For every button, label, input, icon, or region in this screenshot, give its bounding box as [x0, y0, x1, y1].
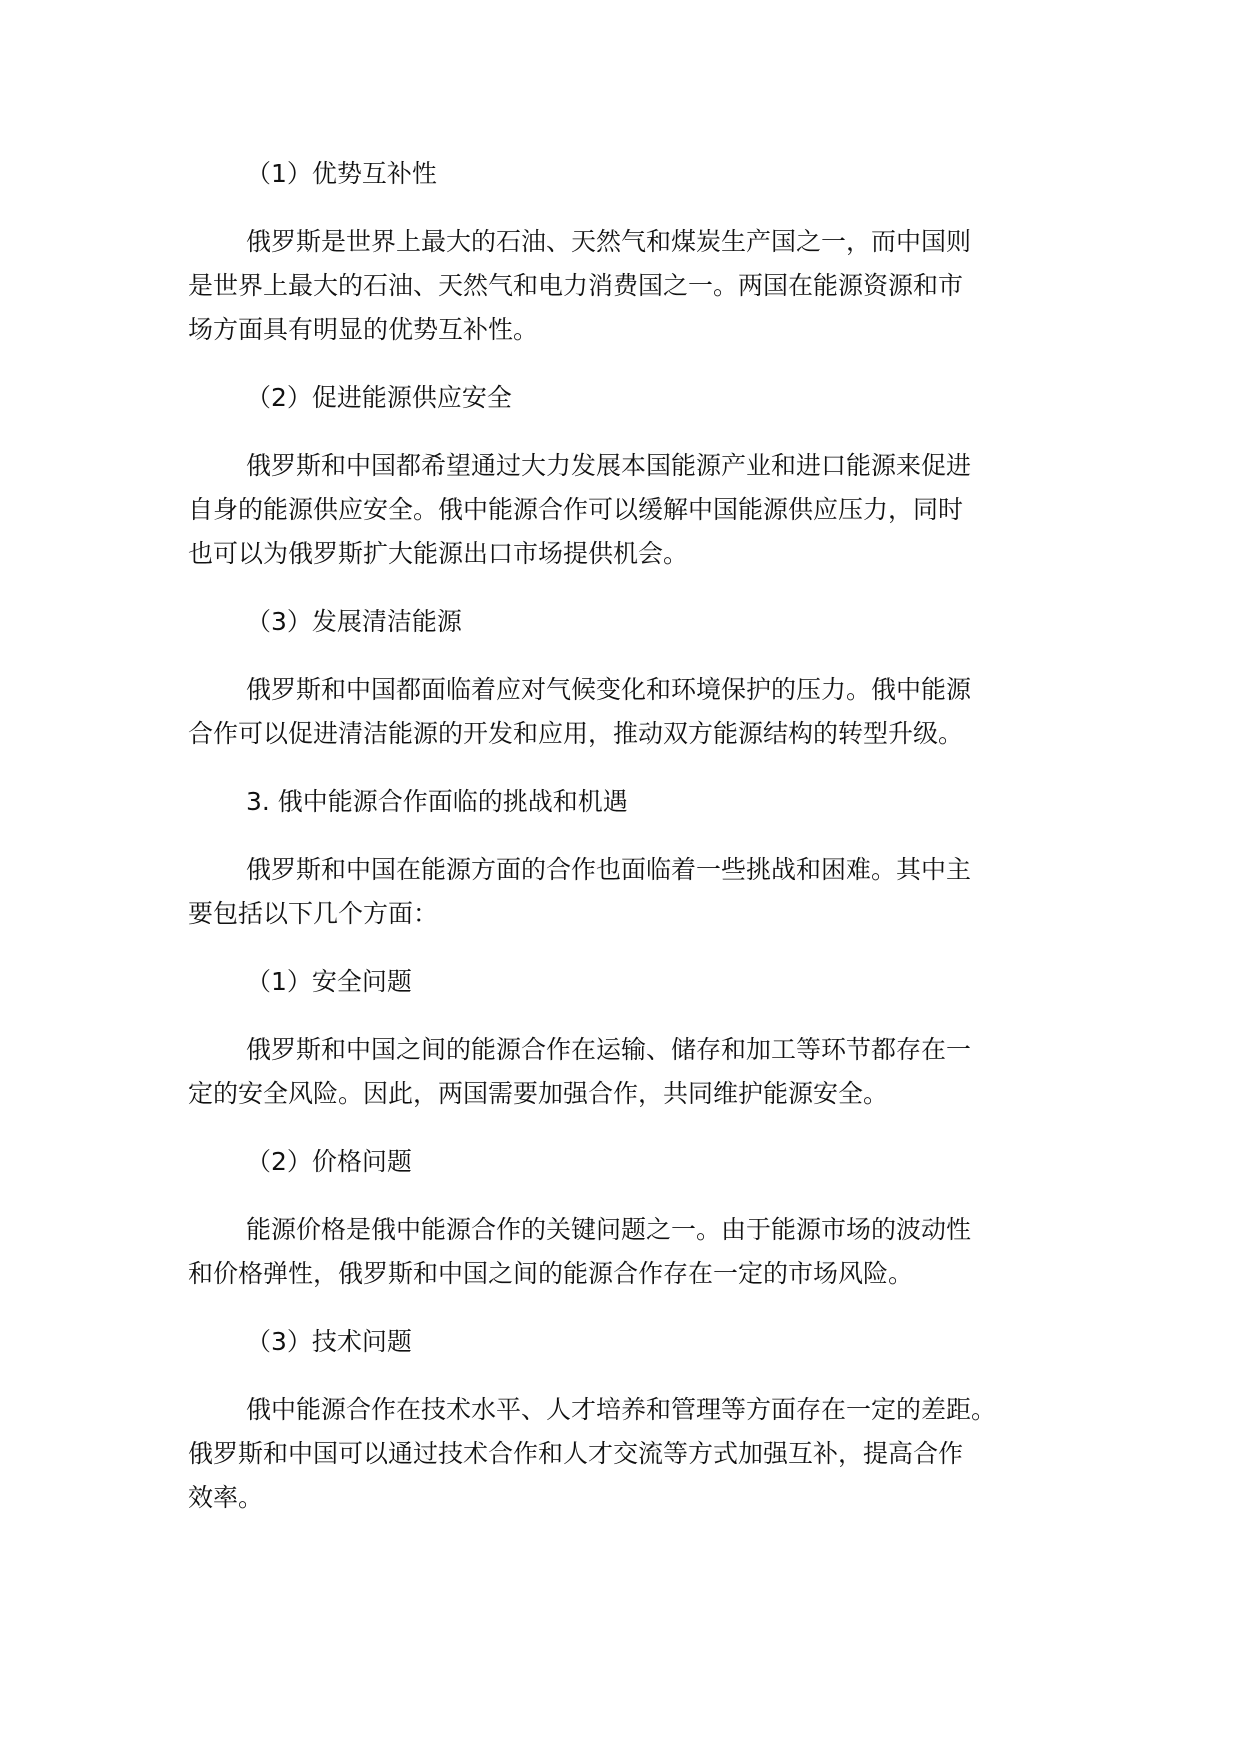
paragraph-spacing	[188, 936, 1068, 960]
paragraph-spacing	[188, 644, 1068, 668]
paragraph-spacing	[188, 576, 1068, 600]
paragraph-line: 俄罗斯和中国可以通过技术合作和人才交流等方式加强互补，提高合作	[188, 1439, 964, 1468]
paragraph-line: 俄中能源合作在技术水平、人才培养和管理等方面存在一定的差距。	[246, 1395, 997, 1424]
section-heading: （1）优势互补性	[246, 159, 437, 188]
body-paragraph	[188, 1388, 1068, 1520]
paragraph-spacing	[188, 352, 1068, 376]
paragraph-line: 要包括以下几个方面：	[188, 899, 439, 928]
paragraph-line: 俄罗斯和中国在能源方面的合作也面临着一些挑战和困难。其中主	[246, 855, 972, 884]
section-heading: （2）价格问题	[246, 1147, 412, 1176]
paragraph-line: 能源价格是俄中能源合作的关键问题之一。由于能源市场的波动性	[246, 1215, 972, 1244]
body-paragraph	[188, 848, 1068, 936]
paragraph-spacing	[188, 1116, 1068, 1140]
paragraph-spacing	[188, 1364, 1068, 1388]
paragraph-line: 自身的能源供应安全。俄中能源合作可以缓解中国能源供应压力，同时	[188, 495, 964, 524]
paragraph-spacing	[188, 1184, 1068, 1208]
paragraph-line: 合作可以促进清洁能源的开发和应用，推动双方能源结构的转型升级。	[188, 719, 964, 748]
paragraph-line: 是世界上最大的石油、天然气和电力消费国之一。两国在能源资源和市	[188, 271, 964, 300]
paragraph-line: 俄罗斯和中国之间的能源合作在运输、储存和加工等环节都存在一	[246, 1035, 972, 1064]
paragraph-spacing	[188, 824, 1068, 848]
section-heading: （3）发展清洁能源	[246, 607, 462, 636]
body-paragraph	[188, 668, 1068, 756]
paragraph-line: 和价格弹性，俄罗斯和中国之间的能源合作存在一定的市场风险。	[188, 1259, 914, 1288]
paragraph-line: 效率。	[188, 1483, 264, 1512]
paragraph-line: 俄罗斯是世界上最大的石油、天然气和煤炭生产国之一，而中国则	[246, 227, 972, 256]
body-paragraph	[188, 1028, 1068, 1116]
paragraph-spacing	[188, 756, 1068, 780]
paragraph-spacing	[188, 420, 1068, 444]
paragraph-line: 也可以为俄罗斯扩大能源出口市场提供机会。	[188, 539, 689, 568]
body-paragraph	[188, 220, 1068, 352]
section-heading: 3. 俄中能源合作面临的挑战和机遇	[246, 787, 628, 816]
body-paragraph	[188, 1208, 1068, 1296]
body-paragraph	[188, 444, 1068, 576]
paragraph-line: 场方面具有明显的优势互补性。	[188, 315, 539, 344]
document-body	[188, 152, 1068, 1520]
paragraph-line: 俄罗斯和中国都希望通过大力发展本国能源产业和进口能源来促进	[246, 451, 972, 480]
paragraph-spacing	[188, 1296, 1068, 1320]
section-heading: （2）促进能源供应安全	[246, 383, 512, 412]
section-heading: （3）技术问题	[246, 1327, 412, 1356]
section-heading: （1）安全问题	[246, 967, 412, 996]
paragraph-spacing	[188, 196, 1068, 220]
paragraph-line: 俄罗斯和中国都面临着应对气候变化和环境保护的压力。俄中能源	[246, 675, 972, 704]
paragraph-line: 定的安全风险。因此，两国需要加强合作，共同维护能源安全。	[188, 1079, 889, 1108]
paragraph-spacing	[188, 1004, 1068, 1028]
